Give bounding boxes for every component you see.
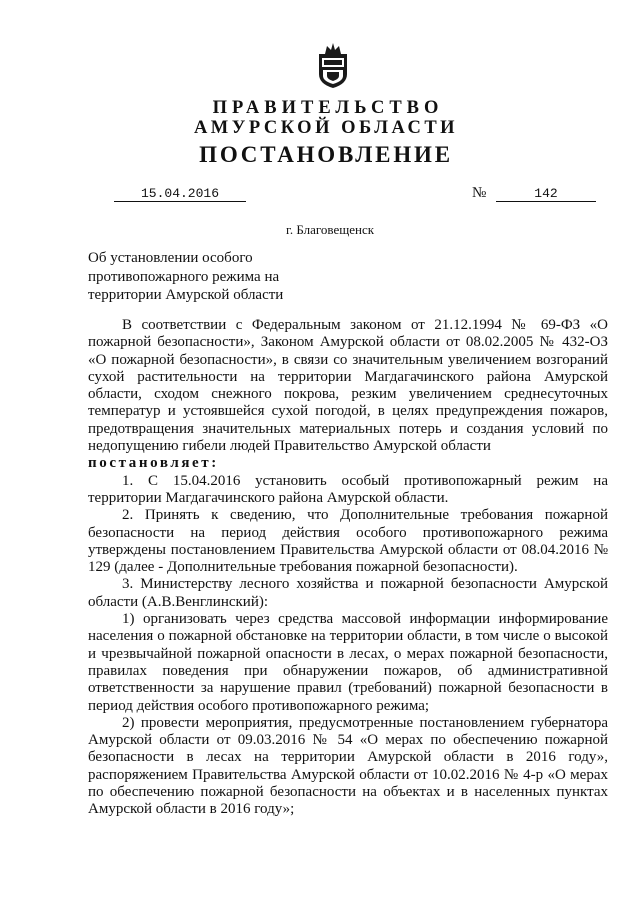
clause-paragraph: 1. С 15.04.2016 установить особый противопожарный режим на территории Магдагачинского района Амурской области. — [88, 472, 608, 506]
clause-paragraph: 3. Министерству лесного хозяйства и пожарной безопасности Амурской области (А.В.Венглинский): — [88, 576, 608, 610]
decree-word: постановляет: — [88, 455, 219, 472]
document-number: 142 — [496, 187, 596, 202]
preamble-paragraph: В соответствии с Федеральным законом от 21.12.1994 № 69-ФЗ «О пожарной безопасности», Законом Амурской области от 08.02.2005 № 432-ОЗ «О пожарной безопасности», в связи со значительным увеличением возгораний сухой растительности на территории Магдагачинского района Амурской области, сходом снежного покрова, резким увеличением среднесуточных температур и устоявшейся сухой погодой, в целях предупреждения пожаров, предотвращения значительных материальных потерь и создания условий по недопущению гибели людей Правительство Амурской области — [88, 317, 608, 455]
subject-line: Об установлении особого — [88, 250, 253, 266]
government-title: ПРАВИТЕЛЬСТВО — [212, 98, 444, 118]
subclause-paragraph: 1) организовать через средства массовой информации информирование населения о пожарной обстановке на территории области, в том числе о высокой и чрезвычайной пожарной опасности в лесах, о мерах пожарной безопасности, правилах поведения при обнаружении пожаров, об административной ответственности за нарушение правил (требований) пожарной безопасности в период действия особого противопожарного режима; — [88, 611, 608, 714]
clause-paragraph: 2. Принять к сведению, что Дополнительные требования пожарной безопасности на период действия особого противопожарного режима утверждены постановлением Правительства Амурской области от 08.04.2016 № 129 (далее - Дополнительные требования пожарной безопасности). — [88, 507, 608, 576]
number-sign: № — [472, 185, 487, 201]
coat-of-arms-icon — [313, 40, 353, 90]
document-body — [88, 317, 608, 819]
region-title: АМУРСКОЙ ОБЛАСТИ — [193, 118, 459, 138]
document-type: ПОСТАНОВЛЕНИЕ — [199, 142, 453, 167]
subject-line: противопожарного режима на — [88, 268, 280, 285]
subject-line: территории Амурской области — [88, 287, 284, 303]
document-subject — [88, 249, 348, 305]
document-date: 15.04.2016 — [114, 187, 246, 202]
city: г. Благовещенск — [285, 222, 375, 237]
subclause-paragraph: 2) провести мероприятия, предусмотренные постановлением губернатора Амурской области от 09.03.2016 № 54 «О мерах по обеспечению пожарной безопасности в лесах на территории Амурской области в 2016 году», распоряжением Правительства Амурской области от 10.02.2016 № 4-р «О мерах по обеспечению пожарной безопасности на объектах и в населенных пунктах Амурской области в 2016 году»; — [88, 714, 608, 818]
